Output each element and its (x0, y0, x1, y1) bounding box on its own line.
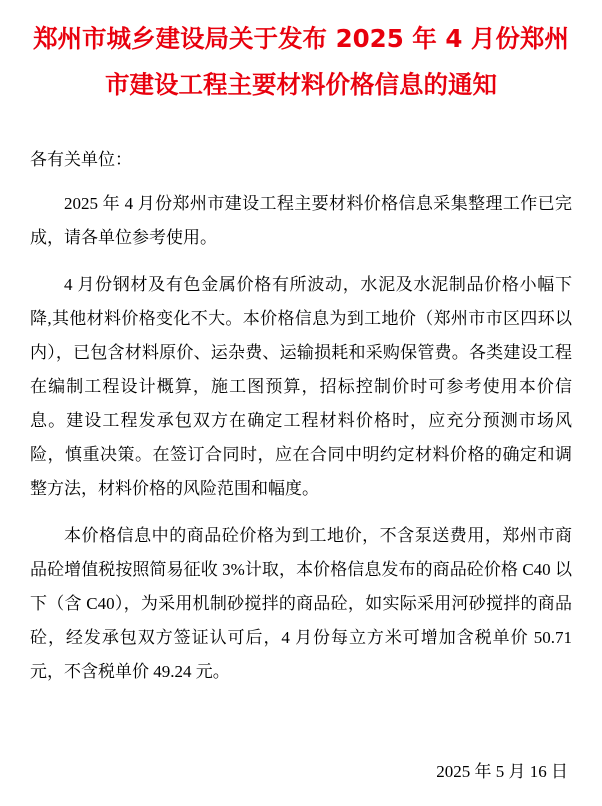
salutation: 各有关单位： (30, 150, 132, 169)
document-date: 2025 年 5 月 16 日 (436, 762, 568, 781)
body-paragraph-2: 4 月份钢材及有色金属价格有所波动，水泥及水泥制品价格小幅下降,其他材料价格变化不大。本价格信息为到工地价（郑州市市区四环以内），已包含材料原价、运杂费、运输损耗和采购保管费。各类建设工程在编制工程设计概算，施工图预算，招标控制价时可参考使用本价信息。建设工程发承包双方在确定工程材料价格时，应充分预测市场风险，慎重决策。在签订合同时，应在合同中明约定材料价格的确定和调整方法，材料价格的风险范围和幅度。 (30, 275, 572, 498)
body-paragraph-3: 本价格信息中的商品砼价格为到工地价，不含泵送费用，郑州市商品砼增值税按照简易征收 3%计取，本价格信息发布的商品砼价格 C40 以下（含 C40），为采用机制砂搅拌的商品砼，如实际采用河砂搅拌的商品砼，经发承包双方签证认可后，4 月份每立方米可增加含税单价 50.71 元，不含税单价 49.24 元。 (30, 526, 572, 681)
page-title: 郑州市城乡建设局关于发布 2025 年 4 月份郑州市建设工程主要材料价格信息的通知 (33, 24, 569, 99)
body-paragraph-1: 2025 年 4 月份郑州市建设工程主要材料价格信息采集整理工作已完成，请各单位参考使用。 (30, 194, 572, 247)
